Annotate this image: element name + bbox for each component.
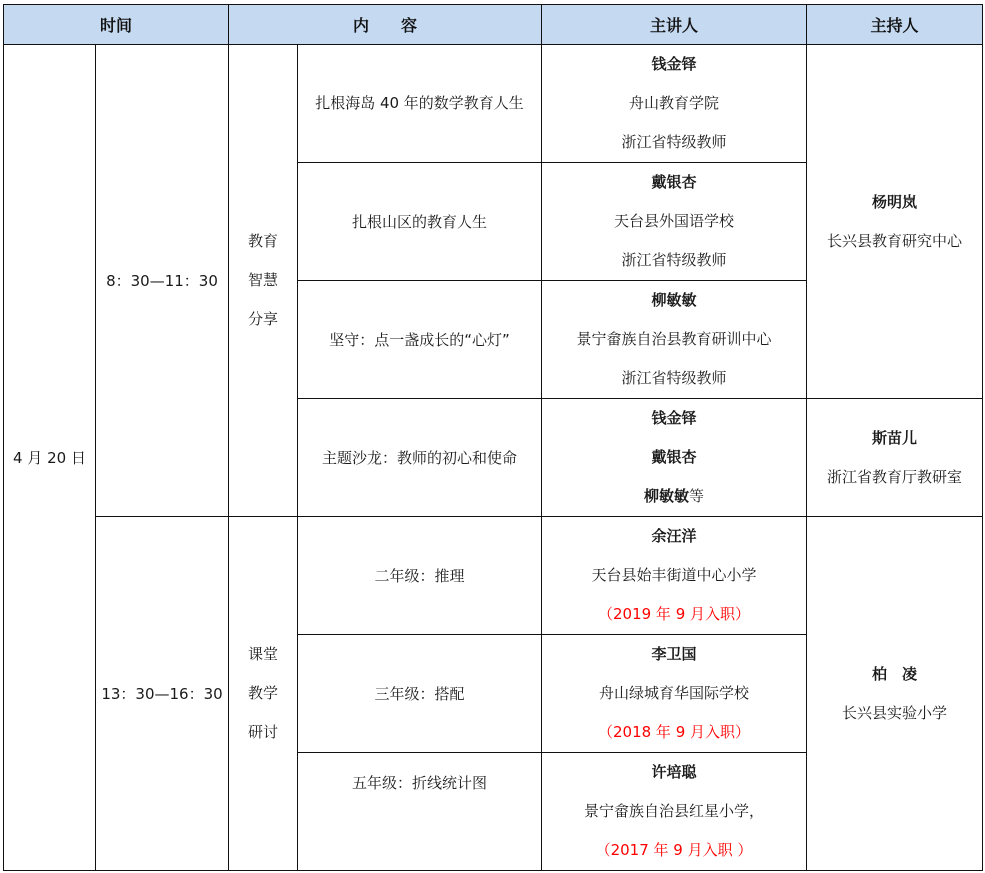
host-name: 杨明岚: [871, 192, 917, 211]
category-line: 智慧: [247, 271, 278, 289]
speaker-note: （2017 年 9 月入职 ）: [595, 841, 753, 859]
header-speaker: 主讲人: [542, 5, 807, 45]
date-cell: 4 月 20 日: [4, 45, 96, 871]
speaker-name: 许培聪: [651, 763, 697, 781]
host-cell: [807, 45, 983, 399]
table-row: [4, 45, 983, 163]
topic-cell: 三年级：搭配: [298, 635, 542, 753]
topic-cell: 坚守：点一盏成长的“心灯”: [298, 281, 542, 399]
topic-cell: 五年级：折线统计图: [298, 753, 542, 871]
speaker-name: 柳敏敏: [651, 291, 697, 309]
host-cell: [807, 517, 983, 871]
speaker-cell: [542, 399, 807, 517]
speaker-name: 柳敏敏: [643, 487, 689, 505]
host-org: 长兴县实验小学: [841, 703, 947, 722]
speaker-names-etc: [542, 477, 806, 516]
topic-cell: 扎根山区的教育人生: [298, 163, 542, 281]
header-host: 主持人: [807, 5, 983, 45]
speaker-name: 钱金铎: [651, 409, 697, 427]
speaker-org: 天台县始丰街道中心小学: [591, 566, 757, 584]
speaker-cell: [542, 281, 807, 399]
header-time: 时间: [4, 5, 229, 45]
header-content: 内 容: [229, 5, 542, 45]
speaker-org: 景宁畲族自治县红星小学，: [583, 802, 764, 820]
speaker-org: 舟山教育学院: [628, 94, 719, 112]
speaker-note: （2018 年 9 月入职）: [597, 723, 751, 741]
host-name: 斯苗儿: [871, 428, 917, 447]
topic-cell: 主题沙龙：教师的初心和使命: [298, 399, 542, 517]
speaker-org: 舟山绿城育华国际学校: [598, 684, 749, 702]
topic-cell: [298, 45, 542, 163]
speaker-org: 天台县外国语学校: [613, 212, 734, 230]
speaker-title: 浙江省特级教师: [621, 251, 727, 269]
session-time-afternoon: 13：30—16：30: [96, 517, 229, 871]
speaker-name: 戴银杏: [651, 173, 697, 191]
category-line: 分享: [247, 310, 278, 328]
speaker-suffix: 等: [689, 487, 705, 505]
header-row: [4, 5, 983, 45]
speaker-name: 戴银杏: [651, 448, 697, 466]
speaker-name: 余汪洋: [651, 527, 697, 545]
speaker-cell: [542, 45, 807, 163]
speaker-cell: [542, 635, 807, 753]
schedule-table: [3, 4, 983, 871]
speaker-name: 钱金铎: [651, 55, 697, 73]
speaker-cell: [542, 163, 807, 281]
category-line: 研讨: [247, 723, 278, 741]
category-line: 教学: [247, 684, 278, 702]
host-name: 柏 凌: [871, 664, 917, 683]
category-afternoon: [229, 517, 298, 871]
speaker-note: （2019 年 9 月入职）: [597, 605, 751, 623]
speaker-cell: [542, 517, 807, 635]
session-time-morning: 8：30—11：30: [96, 45, 229, 517]
topic-text: 扎根海岛 40 年的数学教育人生: [315, 94, 524, 112]
speaker-name: 李卫国: [651, 645, 697, 663]
topic-cell: 二年级：推理: [298, 517, 542, 635]
speaker-cell: [542, 753, 807, 871]
speaker-org: 景宁畲族自治县教育研训中心: [576, 330, 772, 348]
category-line: 教育: [247, 232, 278, 250]
speaker-title: 浙江省特级教师: [621, 369, 727, 387]
category-morning: [229, 45, 298, 517]
host-cell: [807, 399, 983, 517]
host-org: 长兴县教育研究中心: [826, 231, 962, 250]
table-row: [4, 517, 983, 635]
category-line: 课堂: [247, 645, 278, 663]
host-org: 浙江省教育厅教研室: [826, 467, 962, 486]
speaker-title: 浙江省特级教师: [621, 133, 727, 151]
